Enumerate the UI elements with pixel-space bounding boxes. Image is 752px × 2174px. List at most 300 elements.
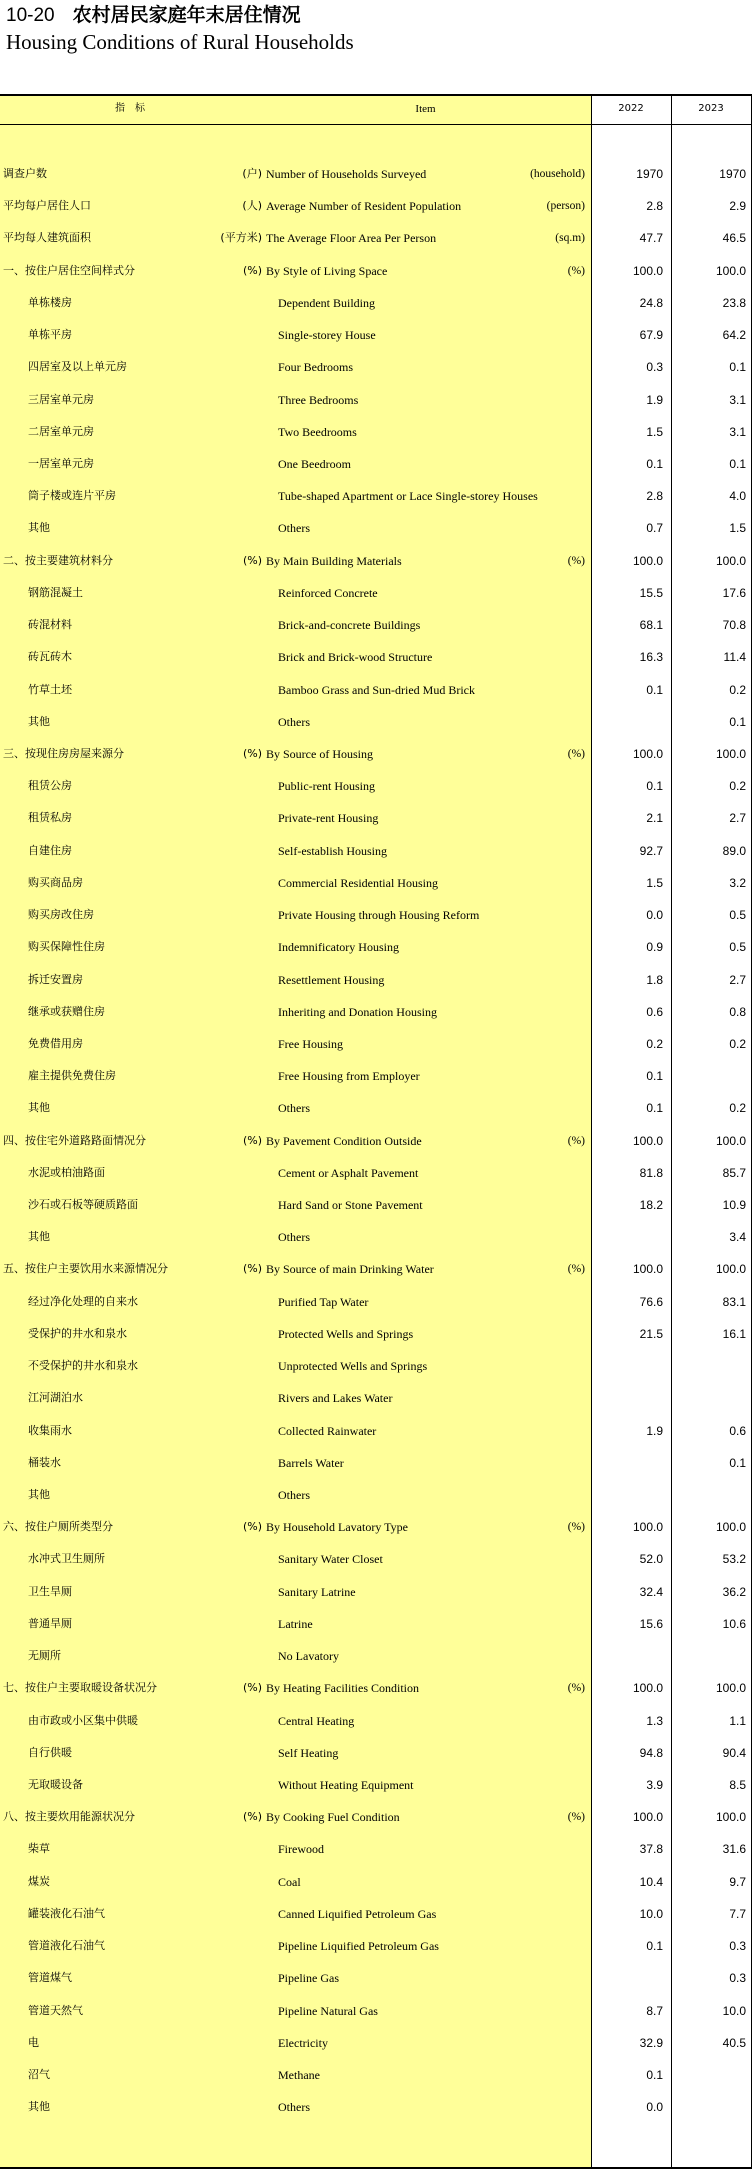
row-label-english: Private-rent Housing	[278, 811, 379, 826]
table-row	[0, 899, 752, 931]
row-label-chinese: 无取暖设备	[28, 1778, 83, 1791]
value-2022: 2.8	[646, 489, 663, 504]
value-2023: 100.0	[715, 553, 746, 568]
value-2022: 10.4	[639, 1874, 663, 1889]
value-2022: 37.8	[639, 1842, 663, 1857]
row-label-chinese: 普通旱厕	[28, 1616, 72, 1630]
value-2023: 23.8	[722, 295, 746, 310]
value-2022: 1970	[636, 167, 663, 181]
title-block	[6, 2, 354, 55]
row-unit-chinese: (%)	[242, 746, 262, 760]
row-label-chinese: 煤炭	[28, 1874, 50, 1888]
value-2022: 0.1	[646, 1101, 663, 1116]
table-row	[0, 1447, 752, 1479]
row-label-english: Purified Tap Water	[278, 1294, 369, 1309]
row-unit-chinese: (%)	[242, 553, 262, 567]
row-label-chinese: 其他	[28, 714, 50, 728]
value-2023: 3.2	[729, 875, 746, 890]
value-2023: 90.4	[722, 1745, 746, 1760]
value-2022: 52.0	[639, 1552, 663, 1567]
value-2022: 1.5	[646, 424, 663, 439]
row-label-chinese: 其他	[28, 1101, 50, 1115]
table-row	[0, 512, 752, 544]
table-row	[0, 1930, 752, 1962]
table-row	[0, 1028, 752, 1060]
header-indicator: 指 标	[115, 103, 145, 114]
value-2022: 2.8	[646, 199, 663, 214]
header-bottom-border	[0, 124, 752, 125]
value-2022: 3.9	[646, 1778, 663, 1792]
row-label-english: Electricity	[278, 2035, 328, 2050]
value-2022: 10.0	[639, 1906, 663, 1921]
row-label-english: By Cooking Fuel Condition	[266, 1810, 400, 1825]
row-label-chinese: 其他	[28, 1488, 50, 1502]
value-2023: 85.7	[722, 1165, 746, 1180]
table-title-english: Housing Conditions of Rural Households	[6, 30, 354, 54]
row-label-chinese: 购买房改住房	[28, 908, 94, 922]
table-row	[0, 931, 752, 963]
table-row	[0, 1350, 752, 1382]
row-label-chinese: 经过净化处理的自来水	[28, 1294, 138, 1308]
value-2022: 2.1	[646, 811, 663, 826]
value-2023: 0.1	[729, 714, 746, 729]
header-year-2022: 2022	[618, 103, 644, 114]
value-2023: 40.5	[722, 2035, 746, 2050]
row-label-chinese: 柴草	[28, 1842, 50, 1856]
value-2022: 92.7	[639, 843, 663, 858]
table-row	[0, 1286, 752, 1318]
row-label-chinese: 罐装液化石油气	[28, 1906, 105, 1920]
value-2022: 100.0	[632, 263, 663, 278]
row-label-english: Pipeline Gas	[278, 1971, 339, 1986]
table-row	[0, 674, 752, 706]
row-unit-chinese: (%)	[242, 1810, 262, 1824]
value-2023: 100.0	[715, 1681, 746, 1696]
row-label-chinese: 平均每户居住人口	[3, 199, 91, 213]
table-row	[0, 609, 752, 641]
value-2023: 0.5	[729, 908, 746, 923]
table-row	[0, 1543, 752, 1575]
table-row	[0, 480, 752, 512]
value-2022: 1.5	[646, 875, 663, 890]
value-2023: 100.0	[715, 263, 746, 278]
row-label-english: Others	[278, 1488, 310, 1503]
row-unit-english: (%)	[567, 1811, 585, 1824]
row-label-english: By Source of Housing	[266, 746, 373, 761]
row-unit-english: (%)	[567, 264, 585, 277]
value-2022: 67.9	[639, 328, 663, 343]
title-chinese-text: 农村居民家庭年末居住情况	[72, 4, 301, 26]
row-label-english: Latrine	[278, 1616, 313, 1631]
value-2022: 0.9	[646, 940, 663, 955]
row-label-chinese: 沙石或石板等硬质路面	[28, 1198, 138, 1212]
table-row	[0, 1608, 752, 1640]
value-2022: 0.3	[646, 360, 663, 375]
table-row	[0, 545, 752, 577]
row-unit-chinese: (%)	[242, 1133, 262, 1147]
row-label-chinese: 一居室单元房	[28, 456, 94, 470]
row-label-chinese: 自建住房	[28, 843, 72, 857]
row-label-chinese: 继承或获赠住房	[28, 1004, 105, 1018]
value-2022: 21.5	[639, 1326, 663, 1341]
table-row	[0, 1092, 752, 1124]
value-2023: 3.1	[729, 424, 746, 439]
table-row	[0, 577, 752, 609]
row-label-english: Dependent Building	[278, 295, 375, 310]
table-row	[0, 1318, 752, 1350]
row-label-english: Methane	[278, 2067, 320, 2082]
value-2022: 100.0	[632, 1262, 663, 1277]
value-2022: 100.0	[632, 746, 663, 761]
row-label-english: Sanitary Water Closet	[278, 1552, 383, 1567]
row-label-chinese: 二居室单元房	[28, 424, 94, 438]
row-label-english: By Source of main Drinking Water	[266, 1262, 434, 1277]
value-2023: 0.2	[729, 779, 746, 794]
row-label-english: One Beedroom	[278, 456, 351, 471]
value-2023: 100.0	[715, 746, 746, 761]
table-row	[0, 1769, 752, 1801]
row-label-english: Brick and Brick-wood Structure	[278, 650, 433, 665]
row-label-chinese: 沼气	[28, 2067, 50, 2081]
row-label-english: Self Heating	[278, 1745, 339, 1760]
row-label-chinese: 五、按住户主要饮用水来源情况分	[3, 1262, 168, 1276]
value-2022: 32.4	[639, 1584, 663, 1599]
row-label-english: Two Beedrooms	[278, 424, 357, 439]
row-label-chinese: 卫生旱厕	[28, 1584, 72, 1598]
row-label-chinese: 江河湖泊水	[28, 1391, 83, 1405]
value-2023: 0.1	[729, 456, 746, 471]
row-label-english: Coal	[278, 1874, 301, 1889]
value-2022: 0.2	[646, 1036, 663, 1051]
table-row	[0, 190, 752, 222]
row-label-chinese: 三居室单元房	[28, 392, 94, 406]
value-2022: 0.1	[646, 682, 663, 697]
value-2023: 11.4	[723, 650, 746, 665]
value-2023: 0.3	[729, 1939, 746, 1954]
table-row	[0, 964, 752, 996]
value-2022: 1.9	[646, 1423, 663, 1438]
row-label-english: Four Bedrooms	[278, 360, 353, 375]
table-number: 10-20	[6, 5, 55, 26]
value-2022: 0.0	[646, 2100, 663, 2115]
table-row	[0, 158, 752, 190]
value-2022: 76.6	[639, 1294, 663, 1309]
value-2023: 0.6	[729, 1423, 746, 1438]
value-2023: 1.5	[729, 521, 746, 536]
row-label-chinese: 购买商品房	[28, 875, 83, 889]
row-label-english: Collected Rainwater	[278, 1423, 377, 1438]
row-label-chinese: 不受保护的井水和泉水	[28, 1359, 138, 1373]
table-row	[0, 448, 752, 480]
value-2022: 0.0	[646, 908, 663, 923]
row-label-english: Tube-shaped Apartment or Lace Single-storey Houses	[278, 489, 538, 504]
row-label-chinese: 二、按主要建筑材料分	[3, 553, 113, 567]
value-2022: 1.8	[646, 972, 663, 987]
value-2022: 0.1	[646, 779, 663, 794]
table-row	[0, 222, 752, 254]
value-2022: 68.1	[639, 618, 663, 633]
row-label-chinese: 购买保障性住房	[28, 940, 105, 954]
table-row	[0, 1060, 752, 1092]
table-row	[0, 1866, 752, 1898]
table-row	[0, 1189, 752, 1221]
row-label-english: Canned Liquified Petroleum Gas	[278, 1906, 437, 1921]
value-2023: 2.9	[729, 199, 746, 214]
row-label-chinese: 收集雨水	[28, 1423, 72, 1437]
value-2023: 10.6	[722, 1616, 746, 1631]
value-2023: 1970	[719, 167, 746, 181]
table-row	[0, 706, 752, 738]
value-2022: 47.7	[639, 231, 663, 246]
value-2023: 0.1	[729, 1455, 746, 1470]
row-unit-english: (household)	[530, 168, 585, 180]
value-2022: 100.0	[632, 1810, 663, 1825]
row-label-english: By Household Lavatory Type	[266, 1520, 408, 1535]
row-label-chinese: 拆迁安置房	[28, 972, 83, 986]
row-label-chinese: 砖混材料	[28, 618, 72, 632]
row-label-chinese: 八、按主要炊用能源状况分	[3, 1810, 135, 1824]
value-2023: 17.6	[722, 585, 746, 600]
value-2023: 100.0	[715, 1262, 746, 1277]
row-label-chinese: 受保护的井水和泉水	[28, 1326, 127, 1340]
row-label-english: Private Housing through Housing Reform	[278, 908, 480, 923]
row-label-english: Resettlement Housing	[278, 972, 385, 987]
row-unit-english: (sq.m)	[555, 232, 585, 245]
value-2023: 31.6	[722, 1842, 746, 1857]
value-2022: 15.5	[639, 585, 663, 600]
table-row	[0, 319, 752, 351]
value-2023: 4.0	[729, 489, 746, 504]
value-2023: 1.1	[729, 1713, 746, 1728]
row-label-chinese: 三、按现住房房屋来源分	[3, 746, 124, 760]
row-unit-english: (%)	[567, 747, 585, 760]
value-2023: 0.5	[729, 940, 746, 955]
table-row	[0, 1995, 752, 2027]
row-label-english: Three Bedrooms	[278, 392, 359, 407]
row-label-chinese: 钢筋混凝土	[28, 585, 83, 599]
row-label-chinese: 管道天然气	[28, 2003, 83, 2017]
value-2022: 24.8	[639, 295, 663, 310]
value-2023: 3.1	[729, 392, 746, 407]
value-2022: 0.1	[646, 1069, 663, 1084]
value-2022: 15.6	[639, 1616, 663, 1631]
table-row	[0, 1640, 752, 1672]
row-label-english: Free Housing	[278, 1036, 343, 1051]
row-label-chinese: 六、按住户厕所类型分	[3, 1520, 113, 1534]
table-row	[0, 738, 752, 770]
row-label-english: Others	[278, 714, 310, 729]
row-unit-english: (%)	[567, 1263, 585, 1276]
row-label-english: Pipeline Natural Gas	[278, 2003, 378, 2018]
table-row	[0, 996, 752, 1028]
row-label-english: Reinforced Concrete	[278, 585, 378, 600]
table-row	[0, 416, 752, 448]
row-label-chinese: 桶装水	[28, 1455, 61, 1469]
value-2023: 0.2	[729, 1036, 746, 1051]
row-label-english: Inheriting and Donation Housing	[278, 1004, 437, 1019]
value-2022: 1.3	[646, 1713, 663, 1728]
row-label-chinese: 自行供暖	[28, 1745, 72, 1759]
value-2023: 2.7	[729, 811, 746, 826]
row-label-english: Number of Households Surveyed	[266, 167, 427, 181]
row-label-chinese: 四、按住宅外道路路面情况分	[3, 1133, 146, 1147]
row-label-english: Single-storey House	[278, 328, 376, 343]
row-label-english: Central Heating	[278, 1713, 355, 1728]
row-label-chinese: 平均每人建筑面积	[3, 231, 91, 245]
value-2023: 89.0	[722, 843, 746, 858]
row-label-english: Without Heating Equipment	[278, 1778, 414, 1792]
value-2022: 100.0	[632, 1133, 663, 1148]
row-label-english: Rivers and Lakes Water	[278, 1391, 393, 1406]
row-label-chinese: 租赁私房	[28, 811, 72, 825]
value-2023: 64.2	[722, 328, 746, 343]
row-unit-chinese: (人)	[242, 199, 262, 213]
value-2022: 1.9	[646, 392, 663, 407]
row-label-chinese: 管道煤气	[28, 1971, 72, 1985]
table-row	[0, 770, 752, 802]
value-2023: 100.0	[715, 1133, 746, 1148]
value-2023: 83.1	[722, 1294, 746, 1309]
row-label-chinese: 租赁公房	[28, 779, 72, 793]
value-2023: 0.2	[729, 1101, 746, 1116]
row-unit-chinese: (%)	[242, 1262, 262, 1276]
row-unit-chinese: (%)	[242, 263, 262, 277]
row-unit-chinese: (户)	[242, 167, 262, 180]
value-2022: 18.2	[639, 1198, 663, 1213]
value-2023: 100.0	[715, 1520, 746, 1535]
value-2023: 10.9	[722, 1198, 746, 1213]
row-label-chinese: 砖瓦砖木	[28, 650, 72, 664]
value-2023: 0.8	[729, 1004, 746, 1019]
table-row	[0, 255, 752, 287]
row-label-english: Others	[278, 2100, 310, 2115]
value-2023: 10.0	[722, 2003, 746, 2018]
table-title-chinese	[6, 2, 354, 29]
row-label-chinese: 调查户数	[3, 167, 47, 180]
table-row	[0, 802, 752, 834]
row-unit-english: (%)	[567, 1134, 585, 1147]
row-label-chinese: 无厕所	[28, 1649, 61, 1663]
row-unit-english: (%)	[567, 1521, 585, 1534]
value-2022: 16.3	[639, 650, 663, 665]
value-2023: 3.4	[729, 1230, 746, 1245]
table-row	[0, 1253, 752, 1285]
value-2023: 2.7	[729, 972, 746, 987]
row-label-english: Cement or Asphalt Pavement	[278, 1165, 419, 1180]
row-label-chinese: 筒子楼或连片平房	[28, 489, 116, 503]
row-label-chinese: 其他	[28, 2100, 50, 2114]
table-row	[0, 2091, 752, 2123]
row-label-english: Protected Wells and Springs	[278, 1326, 414, 1341]
row-label-chinese: 其他	[28, 521, 50, 535]
table-row	[0, 1962, 752, 1994]
row-label-english: Average Number of Resident Population	[266, 199, 462, 214]
table-row	[0, 2027, 752, 2059]
row-label-english: Others	[278, 1101, 310, 1116]
row-label-english: Public-rent Housing	[278, 779, 375, 794]
value-2023: 36.2	[722, 1584, 746, 1599]
row-label-english: Others	[278, 1230, 310, 1245]
value-2022: 94.8	[639, 1745, 663, 1760]
table-row	[0, 1221, 752, 1253]
table-row	[0, 1157, 752, 1189]
table-row	[0, 1576, 752, 1608]
table-row	[0, 641, 752, 673]
value-2022: 8.7	[646, 2003, 663, 2018]
row-label-english: The Average Floor Area Per Person	[266, 231, 437, 246]
row-unit-english: (%)	[567, 554, 585, 567]
table-row	[0, 1125, 752, 1157]
row-label-english: Unprotected Wells and Springs	[278, 1359, 428, 1374]
row-label-chinese: 免费借用房	[28, 1036, 83, 1050]
value-2023: 9.7	[729, 1874, 746, 1889]
value-2023: 8.5	[729, 1778, 746, 1792]
value-2022: 0.6	[646, 1004, 663, 1019]
row-label-chinese: 四居室及以上单元房	[28, 360, 127, 374]
row-label-english: By Pavement Condition Outside	[266, 1133, 422, 1148]
row-label-chinese: 电	[28, 2035, 39, 2049]
value-2022: 100.0	[632, 553, 663, 568]
header-year-2023: 2023	[698, 103, 724, 114]
table-row	[0, 867, 752, 899]
row-label-chinese: 单栋楼房	[28, 295, 72, 309]
row-label-english: Self-establish Housing	[278, 843, 387, 858]
value-2022: 81.8	[639, 1165, 663, 1180]
table-row	[0, 1382, 752, 1414]
row-label-english: Firewood	[278, 1842, 324, 1857]
header-item: Item	[415, 103, 436, 115]
table-row	[0, 2059, 752, 2091]
row-label-chinese: 一、按住户居住空间样式分	[3, 263, 135, 277]
value-2022: 0.1	[646, 1939, 663, 1954]
value-2023: 46.5	[722, 231, 746, 246]
value-2023: 16.1	[722, 1326, 746, 1341]
value-2023: 0.2	[729, 682, 746, 697]
row-label-english: Indemnificatory Housing	[278, 940, 399, 955]
row-label-chinese: 管道液化石油气	[28, 1939, 105, 1953]
value-2023: 0.1	[729, 360, 746, 375]
row-label-english: By Style of Living Space	[266, 263, 388, 278]
table-row	[0, 384, 752, 416]
table-row	[0, 1672, 752, 1704]
row-unit-chinese: (%)	[242, 1681, 262, 1695]
table-row	[0, 835, 752, 867]
table-row	[0, 1833, 752, 1865]
value-2022: 0.1	[646, 456, 663, 471]
table-row	[0, 1511, 752, 1543]
row-label-english: Commercial Residential Housing	[278, 875, 438, 890]
value-2022: 100.0	[632, 1520, 663, 1535]
value-2023: 53.2	[722, 1552, 746, 1567]
value-2023: 0.3	[729, 1971, 746, 1986]
row-label-chinese: 竹草土坯	[28, 682, 72, 696]
value-2023: 7.7	[729, 1906, 746, 1921]
table-row	[0, 287, 752, 319]
row-label-chinese: 水冲式卫生厕所	[28, 1552, 105, 1566]
row-label-english: Others	[278, 521, 310, 536]
row-unit-chinese: (平方米)	[220, 231, 262, 245]
housing-table	[0, 94, 752, 2169]
row-label-english: Barrels Water	[278, 1455, 344, 1470]
table-row	[0, 1479, 752, 1511]
table-row	[0, 1737, 752, 1769]
row-unit-english: (person)	[546, 200, 585, 213]
value-2023: 70.8	[722, 618, 746, 633]
table-row	[0, 351, 752, 383]
table-row	[0, 1705, 752, 1737]
row-label-chinese: 雇主提供免费住房	[28, 1069, 116, 1083]
row-label-chinese: 由市政或小区集中供暖	[28, 1713, 138, 1727]
